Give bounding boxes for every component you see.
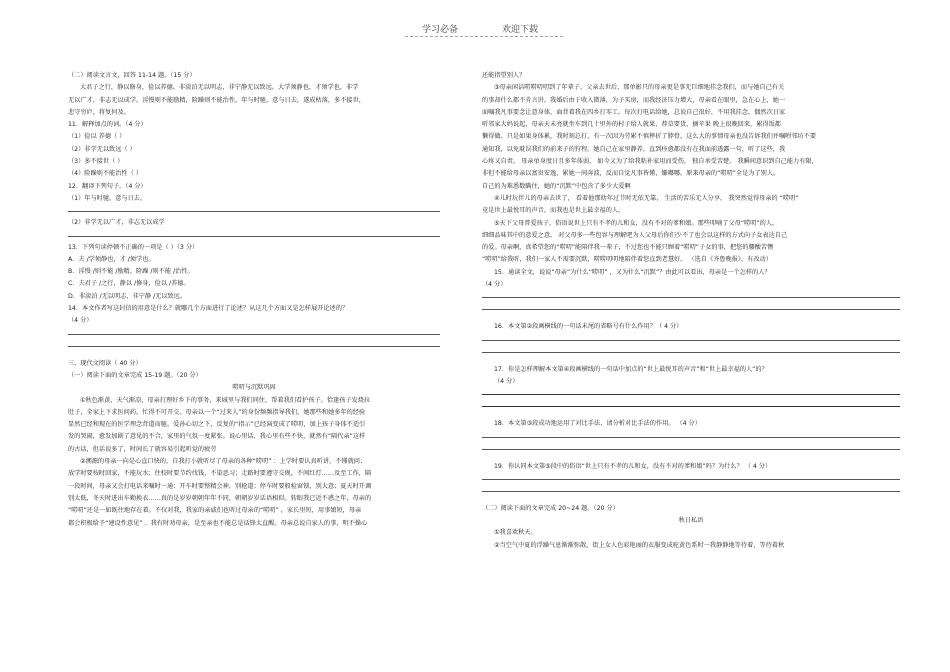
q12-item: （1）年与时驰，意与日去。 bbox=[68, 194, 147, 202]
answer-line[interactable] bbox=[482, 303, 900, 310]
answer-line[interactable] bbox=[482, 291, 900, 298]
answer-line[interactable] bbox=[68, 230, 440, 237]
section2-title: （二）阅读文言文，回答 11-14 题。（15 分） bbox=[68, 72, 196, 79]
left-column bbox=[68, 70, 440, 530]
article-line: 别太低，冬天时进出车勤换衣……真的是岁岁朝朝年年不同，朝朝岁岁话语相似。转眼我已近不惑之年，母亲的 bbox=[68, 494, 372, 502]
q18-title: 18．本文第③段成功地运用了对比手法，请分析对比手法的作用。 （4 分） bbox=[494, 420, 701, 428]
header-divider bbox=[405, 36, 563, 37]
article-line: 懒得做。只是如果身体累，我时刻总打，有一次因为劳累不慎摔折了脖骨，这么大的事情母亲也没告诉我们并嘱咐邻坊不要 bbox=[482, 133, 817, 141]
article-line: 还能指望别人？ bbox=[482, 72, 526, 79]
header-left: 学习必备 bbox=[422, 25, 459, 35]
q14-title: 14．本文作者写这封信的用意是什么？就哪几个方面进行了论述？从这几个方面又是怎样展开论述的？ bbox=[68, 305, 349, 313]
answer-line[interactable] bbox=[68, 328, 440, 335]
article-line: 一段时间，母亲又会打电话来嘱时一通：开车时要整精会神，别抢道；停车时要般检窗锁，别大意；夏天时开调 bbox=[68, 482, 372, 490]
article-title: 唠叨与沉默巩固 bbox=[232, 384, 276, 392]
article-line: 的事却什么都不肯言讲。我婚后由于收入微薄，为子买房，而我经济压力增大，母亲看在眼里，急在心上，她一 bbox=[482, 96, 786, 104]
article-line: ④儿时玩伴儿的母亲去世了， 看着他那幼年过节时无依无靠， 生活的苦乐无人分享， 我突然觉得母亲的 “唠叨” bbox=[494, 194, 799, 202]
q19-title: 19．你认同本文第⑤段中的俗语“世上只有不孝的儿和女，没有不对的爹和娘”吗？为什么？ （ 4 分） bbox=[494, 462, 772, 470]
page-header bbox=[0, 22, 950, 36]
article-line: 听邻家大妈说起，母亲天未亮就坐车到几十里外的村子给人就果，荐草要货，摘苹果 晚上很晚回来，累得饭都 bbox=[482, 121, 781, 129]
article-line: ③母亲闲话唠唠叨叨到了年辈子，父亲去世后，那单影只的母亲更是事无巨细地挂念我们，而与她自己有关 bbox=[494, 84, 785, 92]
right-column bbox=[482, 70, 900, 552]
q11-item: （1）俭以 养德（ ） bbox=[68, 133, 126, 141]
classical-text-line: 大君子之行，静以修身，俭以养德。非淡泊无以明志，非宁静无以致远。大学须静也，才须学也，非学 bbox=[80, 84, 359, 92]
q12-title: 12．翻译下列句子。（4 分） bbox=[68, 182, 147, 190]
q17-points: （4 分） bbox=[494, 377, 519, 385]
q11-item: （3）多不接世（ ） bbox=[68, 158, 124, 166]
article-line: 放学时要按时回家，不能玩水；住校时要节约伐钱，不染恶习；走路时要遵守交规，不闯红灯……及至工作，隔 bbox=[68, 470, 372, 478]
article-line: 显然已经和现在的医学理念背道而驰。爱孙心切之下，反复的“指示”已经演变成了唠叨，加上孩子身体不适引 bbox=[68, 421, 366, 429]
answer-line[interactable] bbox=[482, 443, 900, 450]
q13-option-c: C．夫君子 /之行，静以 /修身，俭以 /养德。 bbox=[68, 280, 190, 288]
article-line: 竟是世上最悦耳的声音，而我也是世上最幸福的人。 bbox=[482, 207, 625, 215]
answer-line[interactable] bbox=[482, 473, 900, 480]
q15-title: 15．通读全文，说说“母亲”为什么“唠叨” ，又为什么“沉默”？由此可以看出，母亲是一个怎样的人？ bbox=[494, 268, 771, 276]
article-line: 都会积极给予“建设性意见” 。我有时劝母亲，是至亲也不能总是话锋太直醒。母亲总说自家人的事，明不操心 bbox=[68, 519, 368, 527]
answer-line[interactable] bbox=[482, 346, 900, 353]
q14-points: （4 分） bbox=[68, 317, 93, 325]
article-line: “唠叨”还是一如既往地存在着。不仅对我，我家的亲戚们也听过母亲的“唠叨” ，家长里短，用事娘短，母亲 bbox=[68, 507, 362, 515]
q13-option-a: A．夫 /学须静也，才 /须学也。 bbox=[68, 255, 155, 263]
subsection2-title: （二）阅读下面的文章完成 20~24 题。（20 分） bbox=[482, 504, 619, 512]
q11-title: 11．解释加点的词。（4 分） bbox=[68, 121, 147, 129]
article-line: 细细品味其中的意爱之意， 对父母多一些包容与理解吧为人父母后你们少不了也会以这样的方式向子女表达自己 bbox=[482, 231, 788, 239]
article2-line: ①我喜欢秋天。 bbox=[494, 529, 537, 537]
article-source: “唠叨”给我听，我们一家人不需要沉默，唠唠叨叨地陪伴着您直到老慧好。 （选自《齐鲁晚报》，有改动） bbox=[482, 256, 772, 264]
answer-line[interactable] bbox=[482, 431, 900, 438]
q13-option-b: B．淫慢 /则不能 /励精，险躁 /则不能 /治性。 bbox=[68, 268, 194, 276]
classical-text-line: 无以广才，非志无以成学。淫慢则不能励精，险躁则不能治性。年与时驰，意与日去，遂成枯落，多不接世， bbox=[68, 96, 365, 104]
article2-title: 秋日私语 bbox=[678, 517, 704, 525]
answer-line[interactable] bbox=[482, 485, 900, 492]
article-line: 的爱。母亲啊，真希望您的“唠叨”能陪伴我一辈子，不过您也不能只顾着“唠叨”子女的事，把您的腰酸苦懊 bbox=[482, 244, 774, 252]
article-line: 心疼又自责。 母亲单身度日且多年体弱， 如今又为了给我粘补家用而受伤， 独自承受苦楚。 我瞬间意识到自己能力有限， bbox=[482, 158, 818, 166]
answer-line[interactable] bbox=[482, 400, 900, 407]
article-line: 面嘱我凡事要念让意身体，面背着我在四乡打零工。每次打电话给她，总说自己很好，不用我挂念，偶然次日家 bbox=[482, 108, 786, 116]
answer-line[interactable] bbox=[68, 340, 440, 347]
q15-points: （4 分） bbox=[482, 281, 507, 289]
section3-title: 三、现代文阅读（ 40 分） bbox=[68, 359, 142, 367]
q12-item: （2）非学无以广才，非志无以成学 bbox=[68, 219, 165, 227]
article-line: ②溯源的母亲一向是心直口快的，自我打小就听尽了母亲的各种“唠叨” ：上学时要认真听讲，不懂就问； bbox=[80, 458, 367, 466]
answer-line[interactable] bbox=[482, 388, 900, 395]
article-line: 非但不能给母亲以富贵安逸，累她一间奔波，反而自觉凡事皆懂，嫌嘟哪。原来母亲的“唠叨”全是为了别人， bbox=[482, 170, 780, 178]
subsection1-title: （一）阅读下面的文章完成 15-19 题。（20 分） bbox=[68, 371, 202, 379]
article2-line: ②当空气中夏的浮躁气息渐渐弥散，街上女人色彩艳丽的衣服变成驼黄色系时一我静静地等待着，等待着秋 bbox=[494, 541, 785, 549]
article-line: 肚子，全家上下求医问药，忙得不可开交。母亲以一个“过来人”的身份频频指导我们，她那些和她多年的经验 bbox=[68, 408, 366, 416]
article-line: 的古话，但话说多了，时间长了就容易引起听觉的疲劳 bbox=[68, 445, 217, 453]
header-right: 欢迎下载 bbox=[502, 25, 539, 35]
q16-title: 16．本文第②段画横线的一句话末尾的省略号有什么作用？（ 4 分） bbox=[494, 323, 683, 331]
classical-text-line: 悲守穷庐，将复何及。 bbox=[68, 108, 130, 116]
q11-item: （2）非学无以致远（ ） bbox=[68, 145, 136, 153]
article-line: 自己的为难悉数瞒住，她的“沉默”中包含了多少大爱啊 bbox=[482, 182, 631, 190]
q13-option-d: D．非淡泊 /无以明志，非宁静 /无以致远。 bbox=[68, 292, 187, 300]
article-line: ①秋色渐黄，天气渐凉，母亲打理好乡下的事务，来城里与我们同住，帮着我们看护孩子。恰逢孩子发烧拉 bbox=[80, 396, 371, 404]
article-line: 发的哭闹，愈发加剧了意见的不合，家里的气氛一度紧张。说心里话，我心里有些不快，就然有“隔代亲”这样 bbox=[68, 433, 366, 441]
article-line: ⑤天下父母普爱孩子，俗语说世上只有不孝的儿和女，没有不对的爹和娘。那些叩喃了父母“唠叨”的人， bbox=[494, 219, 779, 227]
q13-title: 13．下列句读停顿不正确的一项是（ ）（3 分） bbox=[68, 243, 199, 251]
q17-title: 17．你是怎样理解本文第④段画横线的一句话中加点的“世上最悦耳的声音”和“世上最幸福的人”的？ bbox=[494, 365, 768, 373]
q11-item: （4）险躁则不能治性（ ） bbox=[68, 170, 142, 178]
answer-line[interactable] bbox=[482, 334, 900, 341]
answer-line[interactable] bbox=[68, 205, 440, 212]
article-line: 通知我，以免耽误我们的前来子的狩程。她自己在家里静养，直到痊愈都没有在我面前透露一句，听了这些，我 bbox=[482, 145, 786, 153]
